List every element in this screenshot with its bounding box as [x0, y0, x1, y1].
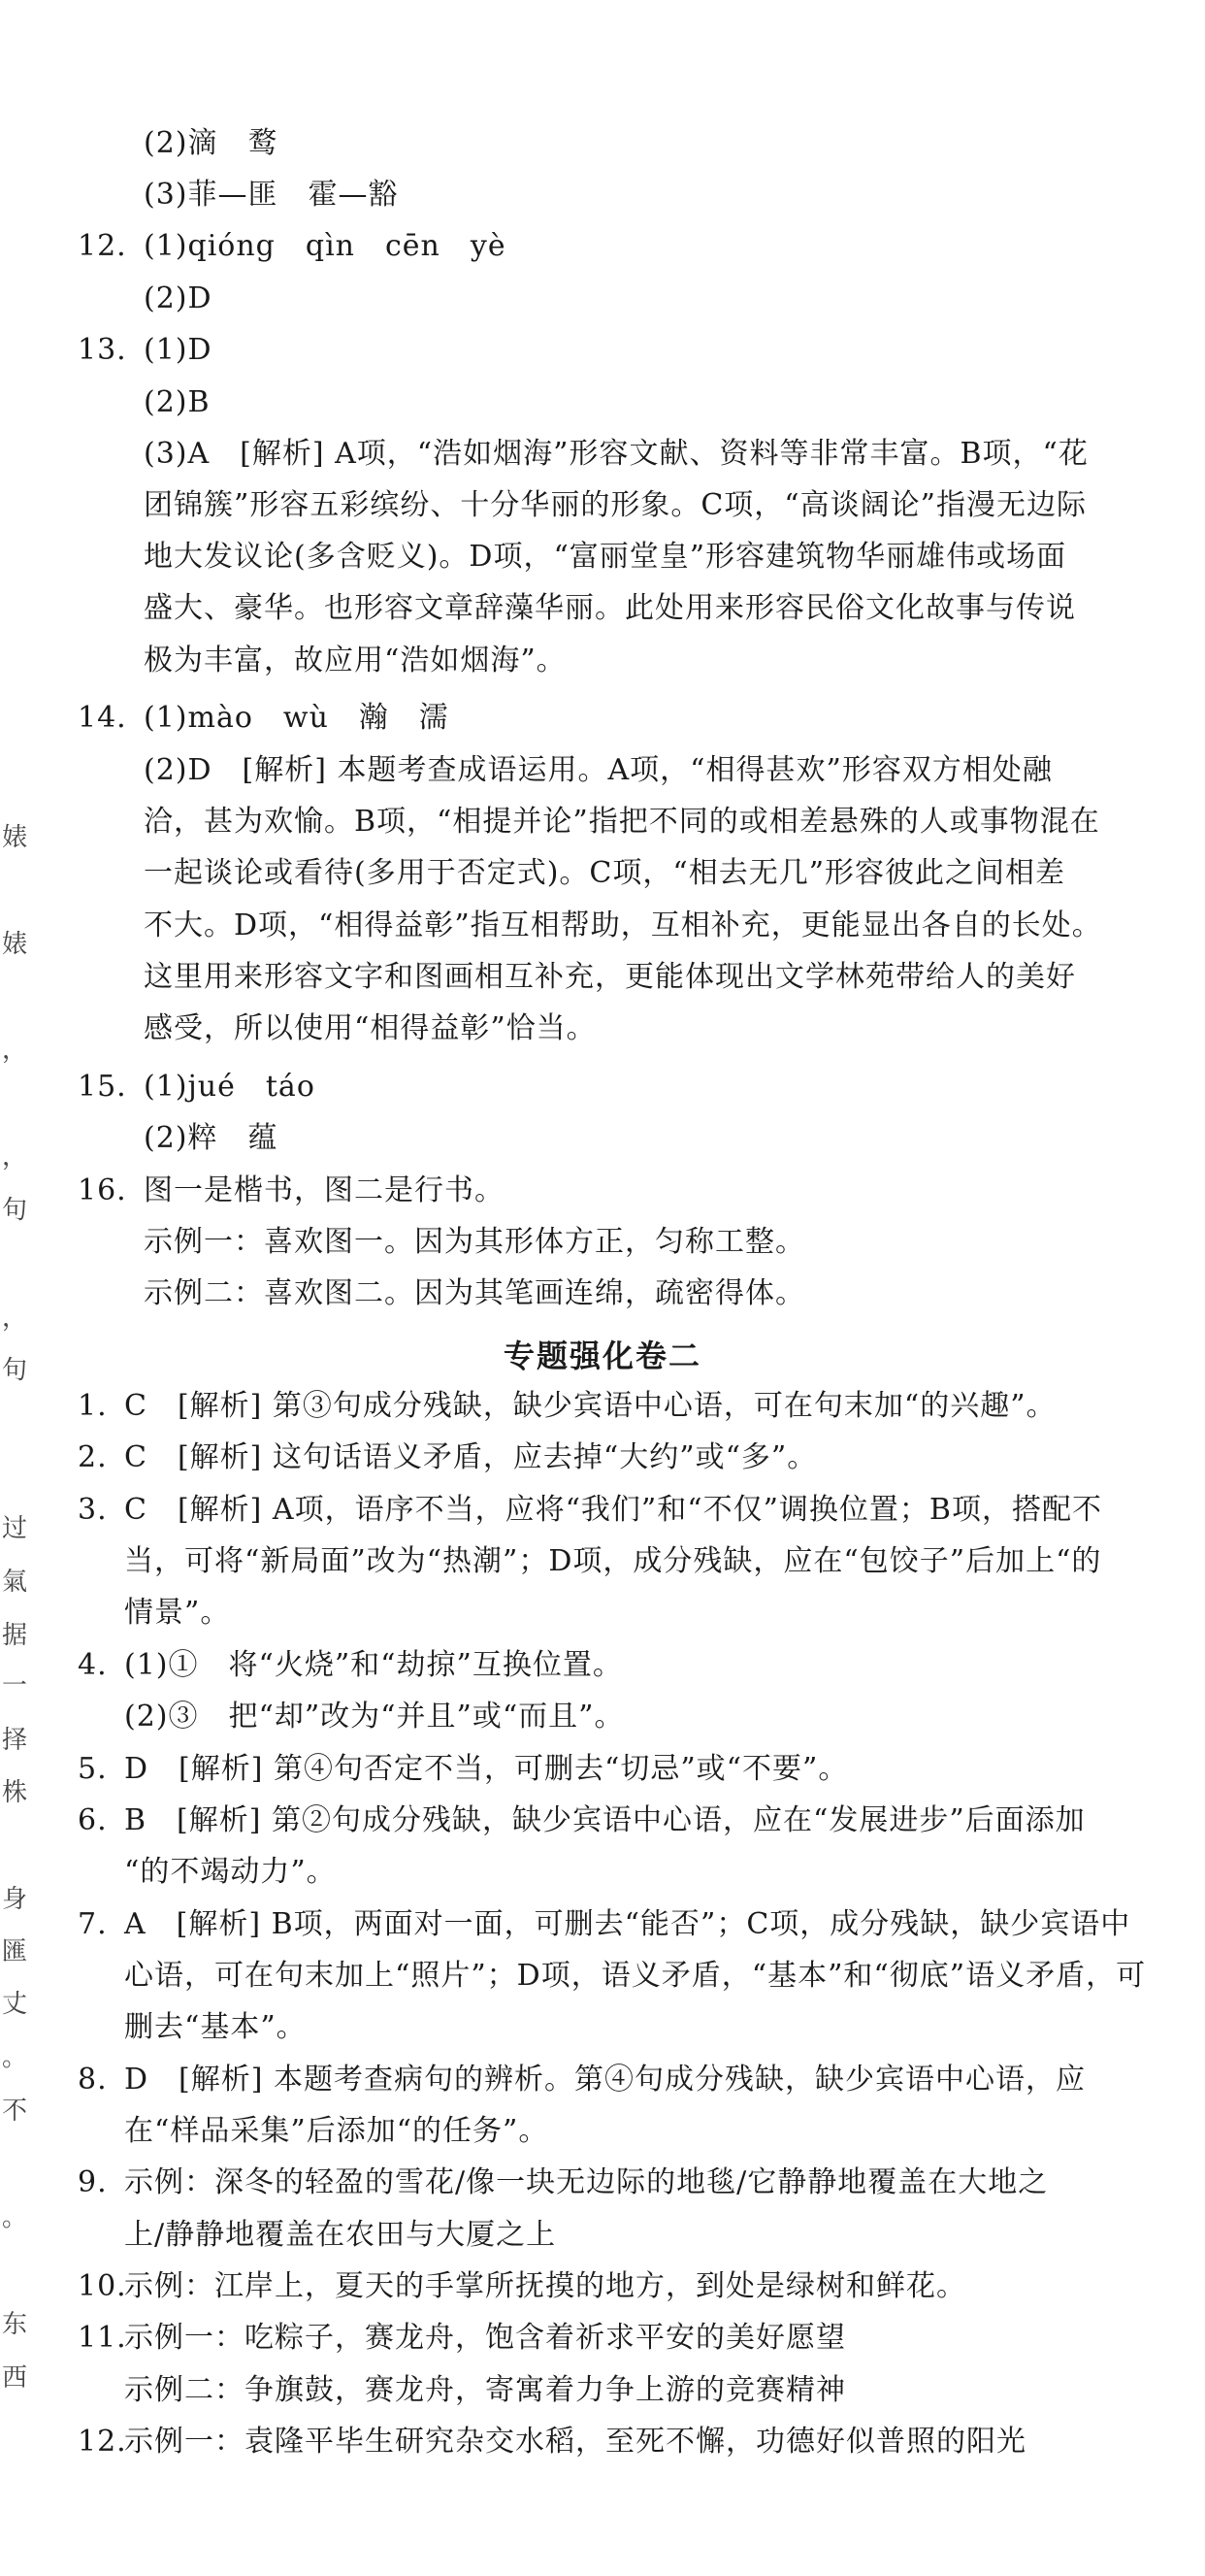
item-number: 16. [78, 1173, 127, 1207]
answer-line: (2)D [144, 281, 212, 315]
edge-fragment: 婊 [2, 823, 28, 852]
item-number: 6. [78, 1803, 108, 1837]
answer-line: C [解析] 这句话语义矛盾，应去掉“大约”或“多”。 [124, 1440, 818, 1474]
answer-line: (2)D [解析] 本题考查成语运用。A项，“相得甚欢”形容双方相处融 [144, 753, 1053, 787]
item-number: 8. [78, 2063, 108, 2097]
edge-fragment: 身 [2, 1885, 28, 1914]
answer-line: (3)菲—匪 霍—豁 [144, 178, 399, 212]
item-number: 3. [78, 1493, 108, 1527]
answer-line: 洽，甚为欢愉。B项，“相提并论”指把不同的或相差悬殊的人或事物混在 [144, 805, 1100, 839]
edge-fragment: 匯 [2, 1937, 28, 1966]
answer-line: 示例二：喜欢图二。因为其笔画连绵，疏密得体。 [144, 1276, 805, 1310]
answer-line: (2)B [144, 385, 211, 419]
answer-line: 当，可将“新局面”改为“热潮”；D项，成分残缺，应在“包饺子”后加上“的 [124, 1544, 1102, 1578]
answer-line: (1)D [144, 333, 212, 367]
item-number: 1. [78, 1389, 108, 1423]
answer-line: 上/静静地覆盖在农田与大厦之上 [124, 2218, 557, 2252]
answer-line: 示例一：喜欢图一。因为其形体方正，匀称工整。 [144, 1225, 805, 1259]
item-number: 14. [78, 701, 127, 735]
edge-fragment: 不 [2, 2097, 28, 2126]
answer-line: 在“样品采集”后添加“的任务”。 [124, 2114, 549, 2148]
edge-fragment: 过 [2, 1514, 28, 1543]
answer-line: 删去“基本”。 [124, 2010, 307, 2044]
item-number: 7. [78, 1907, 108, 1941]
answer-line: 不大。D项，“相得益彰”指互相帮助，互相补充，更能显出各自的长处。 [144, 908, 1102, 942]
item-number: 12. [78, 229, 127, 263]
edge-fragment: 株 [2, 1778, 28, 1807]
item-number: 2. [78, 1440, 108, 1474]
edge-fragment: 婊 [2, 930, 28, 959]
item-number: 11. [78, 2321, 127, 2355]
answer-line: (1)mào wù 瀚 濡 [144, 701, 449, 735]
answer-line: B [解析] 第②句成分残缺，缺少宾语中心语，应在“发展进步”后面添加 [124, 1803, 1086, 1837]
answer-line: 图一是楷书，图二是行书。 [144, 1173, 505, 1207]
answer-line: 感受，所以使用“相得益彰”恰当。 [144, 1011, 597, 1045]
answer-line: 示例二：争旗鼓，赛龙舟，寄寓着力争上游的竞赛精神 [124, 2373, 846, 2407]
answer-line: 示例一：袁隆平毕生研究杂交水稻，至死不懈，功德好似普照的阳光 [124, 2425, 1026, 2459]
edge-fragment: 丈 [2, 1990, 28, 2019]
edge-fragment: 句 [2, 1196, 28, 1225]
answer-line: D [解析] 第④句否定不当，可删去“切忌”或“不要”。 [124, 1752, 849, 1786]
item-number: 10. [78, 2269, 127, 2303]
edge-fragment: 句 [2, 1356, 28, 1385]
item-number: 9. [78, 2165, 108, 2199]
answer-line: (1)qióng qìn cēn yè [144, 229, 506, 263]
edge-fragment: ， [2, 1304, 28, 1333]
answer-line: (1)① 将“火烧”和“劫掠”互换位置。 [124, 1648, 623, 1682]
answer-line: 盛大、豪华。也形容文章辞藻华丽。此处用来形容民俗文化故事与传说 [144, 591, 1076, 625]
edge-fragment: 一 [2, 1671, 28, 1701]
left-edge-fragments [2, 0, 31, 2576]
answer-line: 极为丰富，故应用“浩如烟海”。 [144, 644, 567, 677]
edge-fragment: 择 [2, 1726, 28, 1755]
edge-fragment: 东 [2, 2310, 28, 2339]
edge-fragment: 。 [2, 2043, 28, 2072]
answer-line: 示例：江岸上，夏天的手掌所抚摸的地方，到处是绿树和鲜花。 [124, 2269, 966, 2303]
answer-line: 情景”。 [124, 1596, 231, 1630]
edge-fragment: 。 [2, 2203, 28, 2232]
answer-line: 这里用来形容文字和图画相互补充，更能体现出文学林苑带给人的美好 [144, 960, 1076, 994]
answer-line: (2)粹 蕴 [144, 1121, 278, 1155]
answer-line: C [解析] 第③句成分残缺，缺少宾语中心语，可在句末加“的兴趣”。 [124, 1389, 1057, 1423]
answer-line: A [解析] B项，两面对一面，可删去“能否”；C项，成分残缺，缺少宾语中 [124, 1907, 1131, 1941]
edge-fragment: 据 [2, 1621, 28, 1650]
answer-line: (2)③ 把“却”改为“并且”或“而且”。 [124, 1700, 625, 1734]
item-number: 5. [78, 1752, 108, 1786]
answer-line: D [解析] 本题考查病句的辨析。第④句成分残缺，缺少宾语中心语，应 [124, 2063, 1086, 2097]
answer-line: “的不竭动力”。 [124, 1855, 337, 1889]
item-number: 4. [78, 1648, 108, 1682]
item-number: 12. [78, 2425, 127, 2459]
edge-fragment: ， [2, 1142, 28, 1172]
item-number: 15. [78, 1070, 127, 1104]
answer-line: (2)滴 鹜 [144, 126, 278, 160]
answer-line: C [解析] A项，语序不当，应将“我们”和“不仅”调换位置；B项，搭配不 [124, 1493, 1102, 1527]
answer-line: (3)A [解析] A项，“浩如烟海”形容文献、资料等非常丰富。B项，“花 [144, 437, 1089, 471]
answer-line: (1)jué táo [144, 1070, 315, 1104]
answer-line: 一起谈论或看待(多用于否定式)。C项，“相去无几”形容彼此之间相差 [144, 856, 1066, 890]
answer-line: 示例：深冬的轻盈的雪花/像一块无边际的地毯/它静静地覆盖在大地之 [124, 2165, 1049, 2199]
edge-fragment: ， [2, 1036, 28, 1065]
answer-line: 心语，可在句末加上“照片”；D项，语义矛盾，“基本”和“彻底”语义矛盾，可 [124, 1959, 1147, 1993]
edge-fragment: 西 [2, 2363, 28, 2393]
item-number: 13. [78, 333, 127, 367]
answer-line: 团锦簇”形容五彩缤纷、十分华丽的形象。C项，“高谈阔论”指漫无边际 [144, 488, 1087, 522]
answer-line: 地大发议论(多含贬义)。D项，“富丽堂皇”形容建筑物华丽雄伟或场面 [144, 540, 1067, 574]
edge-fragment: 氣 [2, 1568, 28, 1597]
section-title: 专题强化卷二 [503, 1338, 701, 1374]
answer-line: 示例一：吃粽子，赛龙舟，饱含着祈求平安的美好愿望 [124, 2321, 846, 2355]
